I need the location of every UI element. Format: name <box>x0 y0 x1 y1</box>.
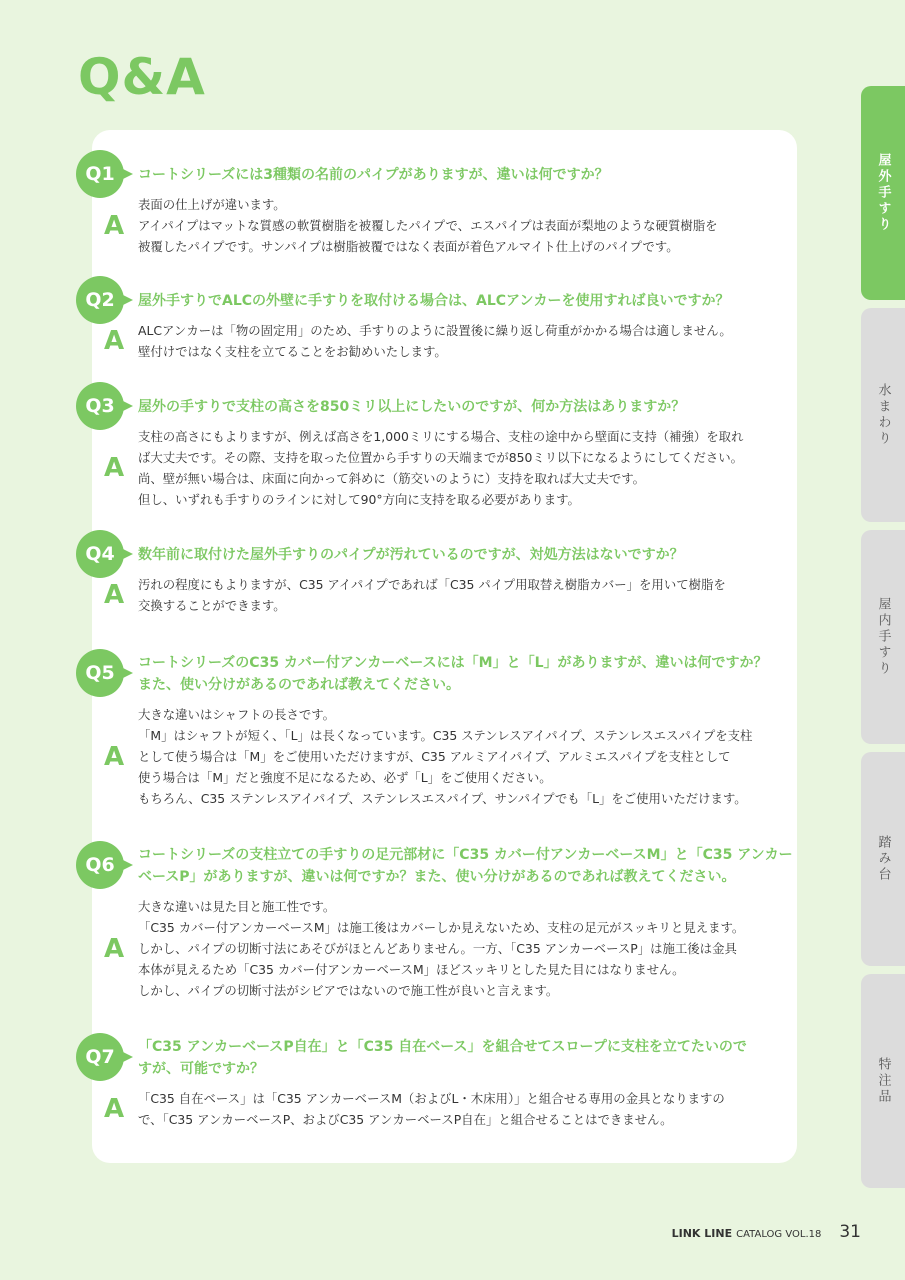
qa-item-6 <box>85 844 797 1001</box>
question-text: 屋外手すりでALCの外壁に手すりを取付ける場合は、ALCアンカーを使用すれば良いですか？ <box>138 293 730 309</box>
tab-label: 踏み台 <box>875 835 891 883</box>
answer-mark: A <box>104 933 125 964</box>
question-badge: Q4 <box>76 530 124 578</box>
footer-brand: LINK LINE <box>671 1227 733 1240</box>
tab-label: 水まわり <box>875 383 891 447</box>
answer-block <box>92 194 797 257</box>
footer-catalog: CATALOG VOL.18 <box>736 1229 822 1240</box>
qa-item-4 <box>85 543 797 616</box>
answer-mark: A <box>104 1094 125 1124</box>
page-footer <box>672 1222 861 1242</box>
answer-block <box>92 704 797 809</box>
tab-water-area[interactable] <box>861 308 905 522</box>
answer-block <box>92 1088 797 1130</box>
question-badge: Q7 <box>76 1033 124 1081</box>
answer-block <box>92 574 797 616</box>
answer-mark: A <box>104 326 125 356</box>
question-badge: Q3 <box>76 382 124 430</box>
page-number: 31 <box>839 1222 861 1242</box>
qa-item-5 <box>85 652 797 809</box>
qa-item-1 <box>85 163 797 257</box>
question-text: 数年前に取付けた屋外手すりのパイプが汚れているのですが、対処方法はないですか？ <box>138 547 684 563</box>
question-text: コートシリーズの支柱立ての手すりの足元部材に「C35 カバー付アンカーベースM」と「C35 アンカー ベースP」がありますが、違いは何ですか？また、使い分けがあるのであれば教えてください。 <box>138 847 793 885</box>
question-badge: Q6 <box>76 841 124 889</box>
tab-custom-order[interactable] <box>861 974 905 1188</box>
answer-text: 表面の仕上げが違います。 アイパイプはマットな質感の軟質樹脂を被覆したパイプで、エスパイプは表面が梨地のような硬質樹脂を 被覆したパイプです。サンパイプは樹脂被覆ではなく表面が着色アルマイト仕上げのパイプです。 <box>138 197 718 254</box>
answer-text: 汚れの程度にもよりますが、C35 アイパイプであれば「C35 パイプ用取替え樹脂カバー」を用いて樹脂を 交換することができます。 <box>138 577 726 613</box>
tab-label: 特注品 <box>875 1057 891 1105</box>
tab-label: 屋外手すり <box>875 153 891 233</box>
qa-item-3 <box>85 395 797 510</box>
answer-mark: A <box>104 453 125 483</box>
answer-block <box>92 426 797 510</box>
question-badge: Q2 <box>76 276 124 324</box>
answer-mark: A <box>104 741 125 772</box>
tab-label: 屋内手すり <box>875 597 891 677</box>
tab-indoor-handrail[interactable] <box>861 530 905 744</box>
answer-block <box>92 320 797 362</box>
question-text: コートシリーズのC35 カバー付アンカーベースには「M」と「L」がありますが、違いは何ですか？ また、使い分けがあるのであれば教えてください。 <box>138 655 768 693</box>
question-badge: Q1 <box>76 150 124 198</box>
answer-mark: A <box>104 580 125 610</box>
answer-text: 大きな違いはシャフトの長さです。 「M」はシャフトが短く、「L」は長くなっています。C35 ステンレスアイパイプ、ステンレスエスパイプを支柱 として使う場合は「M」をご使用いただけますが、C35 アルミアイパイプ、アルミエスパイプを支柱として 使う場合は「M」だと強度不足になるため、必ず「L」をご使用ください。 もちろん、C35 ステンレスアイパイプ、ステンレスエスパイプ、サンパイプでも「L」をご使用いただけます。 <box>138 707 753 806</box>
answer-block <box>92 896 797 1001</box>
answer-mark: A <box>104 210 125 241</box>
answer-text: 「C35 自在ベース」は「C35 アンカーベースM（およびL・木床用）」と組合せる専用の金具となりますの で、「C35 アンカーベースP、およびC35 アンカーベースP自在」と組合せることはできません。 <box>138 1091 725 1127</box>
answer-text: 支柱の高さにもよりますが、例えば高さを1,000ミリにする場合、支柱の途中から壁面に支持（補強）を取れ ば大丈夫です。その際、支持を取った位置から手すりの天端までが850ミリ以下になるようにしてください。 尚、壁が無い場合は、床面に向かって斜めに（筋交いのように）支持を取れば大丈夫です。 但し、いずれも手すりのラインに対して90°方向に支持を取る必要があります。 <box>138 429 744 507</box>
question-text: 屋外の手すりで支柱の高さを850ミリ以上にしたいのですが、何か方法はありますか？ <box>138 399 686 415</box>
qa-item-7 <box>85 1036 797 1130</box>
question-badge: Q5 <box>76 649 124 697</box>
qa-card <box>85 130 797 1163</box>
answer-text: ALCアンカーは「物の固定用」のため、手すりのように設置後に繰り返し荷重がかかる場合は適しません。 壁付けではなく支柱を立てることをお勧めいたします。 <box>138 323 732 359</box>
tab-outdoor-handrail[interactable] <box>861 86 905 300</box>
qa-item-2 <box>85 289 797 362</box>
tab-step-stool[interactable] <box>861 752 905 966</box>
answer-text: 大きな違いは見た目と施工性です。 「C35 カバー付アンカーベースM」は施工後はカバーしか見えないため、支柱の足元がスッキリと見えます。 しかし、パイプの切断寸法にあそびがほとんどありません。一方、「C35 アンカーベースP」は施工後は金具 本体が見えるため「C35 カバー付アンカーベースM」ほどスッキリとした見た目にはなりません。 しかし、パイプの切断寸法がシビアではないので施工性が良いと言えます。 <box>138 899 745 998</box>
question-text: コートシリーズには3種類の名前のパイプがありますが、違いは何ですか？ <box>138 167 609 183</box>
page-title: Q&A <box>78 48 206 106</box>
question-text: 「C35 アンカーベースP自在」と「C35 自在ベース」を組合せてスロープに支柱を立てたいので すが、可能ですか？ <box>138 1039 747 1077</box>
